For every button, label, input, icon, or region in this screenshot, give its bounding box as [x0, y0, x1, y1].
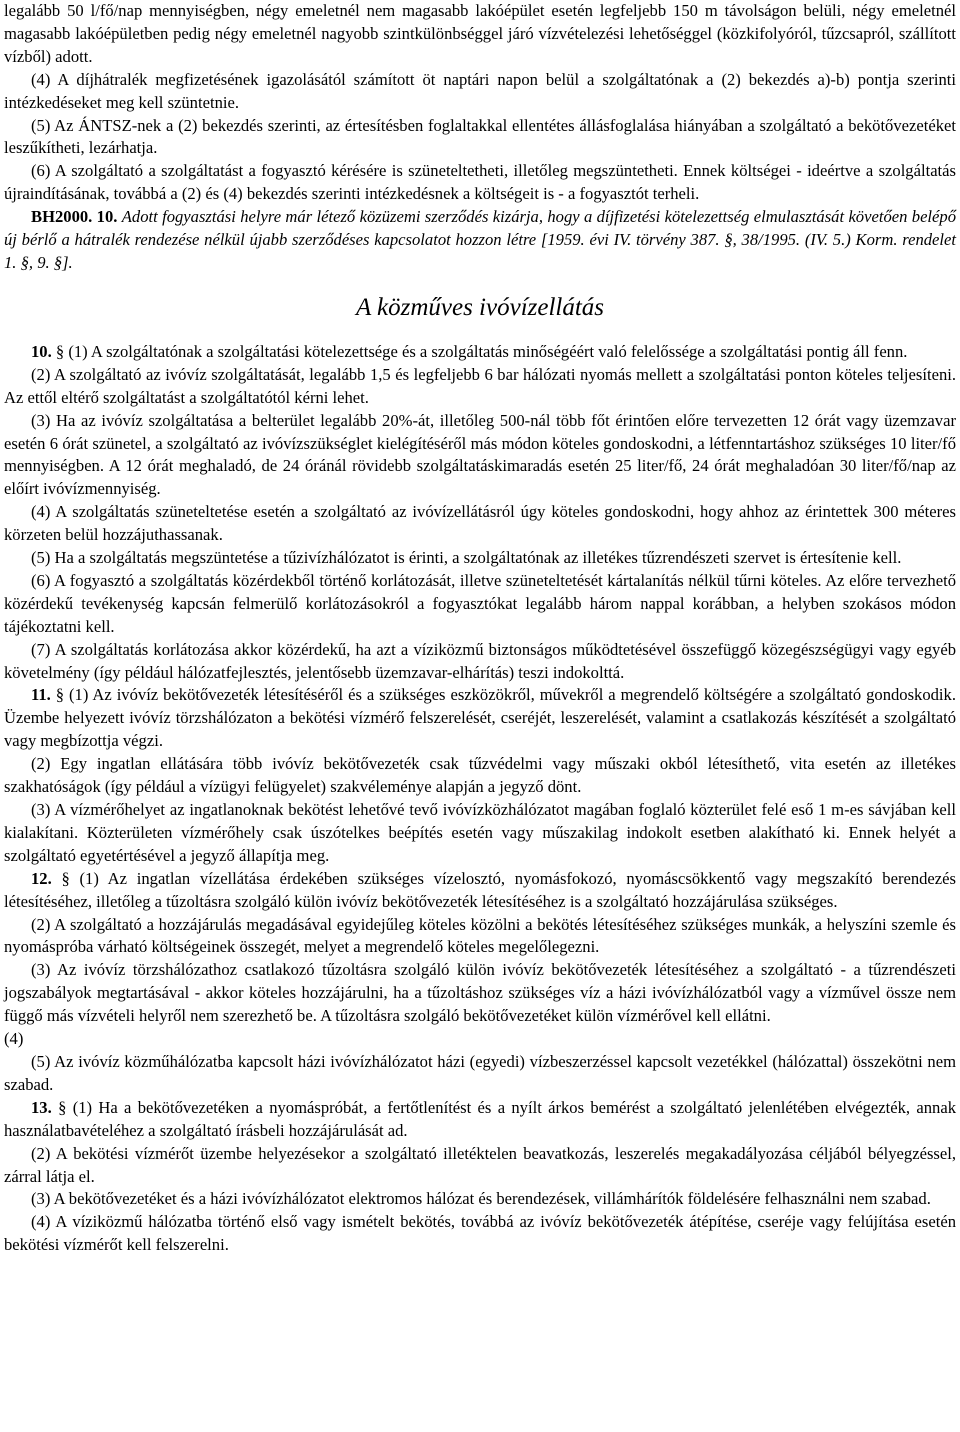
s12-paragraph-2: (2) A szolgáltató a hozzájárulás megadásával egyidejűleg köteles közölni a bekötés létesítéséhez szükséges munkák, a helyszíni szemle és nyomáspróba várható költségeinek összegét, melyet a megrendelő köteles megelőlegezni.	[4, 914, 956, 957]
s13-paragraph-3: (3) A bekötővezetéket és a házi ivóvízhálózatot elektromos hálózat és berendezések, villámhárítók földelésére felhasználni nem szabad.	[31, 1189, 931, 1209]
s13-paragraph-1	[4, 1097, 956, 1143]
court-decision-text: Adott fogyasztási helyre már létező közüzemi szerződés kizárja, hogy a díjfizetési kötelezettség elmulasztását követően belépő új bérlő a hátralék rendezése nélkül újabb szerződéses kapcsolatot hozzon létre [1959. évi IV. törvény 387. §, 38/1995. (IV. 5.) Korm. rendelet 1. §, 9. §].	[4, 207, 956, 272]
s10-paragraph-5: (5) Ha a szolgáltatás megszüntetése a tűzivízhálózatot is érinti, a szolgáltatónak az illetékes tűzrendészeti szervet is értesítenie kell.	[31, 548, 902, 568]
s11-paragraph-1	[4, 684, 956, 753]
s12-paragraph-3: (3) Az ivóvíz törzshálózathoz csatlakozó tűzoltásra szolgáló külön ivóvíz bekötővezeték létesítéséhez a szolgáltató - a tűzrendészeti jogszabályok megtartásával - akkor köteles hozzájárulni, ha a tűzoltáshoz szükséges víz a házi ivóvízhálózatból vagy a vízművel össze nem függő más vízvételi helyről nem szerezhető be. A tűzoltásra szolgáló bekötővezetéket külön vízmérővel kell ellátni.	[4, 960, 956, 1026]
s13-p1-text: § (1) Ha a bekötővezetéken a nyomáspróbát, a fertőtlenítést és a nyílt árkos bemérést a szolgáltató jelenlétében elvégezték, annak használatbavételéhez a szolgáltató írásbeli hozzájárulását ad.	[4, 1097, 956, 1140]
s10-p1-text: § (1) A szolgáltatónak a szolgáltatási kötelezettsége és a szolgáltatás minőségéért való felelőssége a szolgáltatási pontig áll fenn.	[55, 341, 908, 361]
s12-paragraph-5: (5) Az ivóvíz közműhálózatba kapcsolt házi ivóvízhálózatot házi (egyedi) vízbeszerzéssel kapcsolt vezetékkel (hálózattal) összekötni nem szabad.	[4, 1051, 956, 1094]
s10-number: 10.	[31, 341, 52, 361]
s10-paragraph-7: (7) A szolgáltatás korlátozása akkor közérdekű, ha azt a víziközmű biztonságos működtetésével összefüggő közegészségügyi vagy egyéb követelmény (így például hálózatfejlesztés, jelentősebb üzemzavar-elhárítás) teszi indokolttá.	[4, 639, 956, 682]
s10-paragraph-2: (2) A szolgáltató az ivóvíz szolgáltatását, legalább 1,5 és legfeljebb 6 bar hálózati nyomás mellett a szolgáltatási ponton köteles teljesíteni. Az ettől eltérő szolgáltatást a szolgáltatótól kérni lehet.	[4, 364, 956, 407]
court-decision-note	[4, 206, 956, 275]
s13-number: 13.	[31, 1097, 52, 1117]
s9-paragraph-4: (4) A díjhátralék megfizetésének igazolásától számított öt naptári napon belül a szolgáltatónak a (2) bekezdés a)-b) pontja szerinti intézkedéseket meg kell szüntetnie.	[4, 69, 956, 112]
s11-paragraph-2: (2) Egy ingatlan ellátására több ivóvíz bekötővezeték csak tűzvédelmi vagy műszaki okból létesíthető, vita esetén az illetékes szakhatóságok (így például a vízügyi felügyelet) szakvéleménye alapján a jegyző dönt.	[4, 754, 956, 797]
s9-paragraph-6: (6) A szolgáltató a szolgáltatást a fogyasztó kérésére is szüneteltetheti, illetőleg megszüntetheti. Ennek költségei - ideértve a szolgáltatás újraindításának, továbbá a (2) és (4) bekezdés szerinti intézkedésnek a költségeit is - a fogyasztót terheli.	[4, 161, 956, 204]
s11-p1-text: § (1) Az ivóvíz bekötővezeték létesítéséről és a szükséges eszközökről, művekről a megrendelő költségére a szolgáltató gondoskodik. Üzembe helyezett ivóvíz törzshálózaton a bekötési vízmérő felszerelését, cseréjét, leszerelését, valamint a csatlakozás készítését a szolgáltató vagy megbízottja végzi.	[4, 685, 956, 751]
s10-paragraph-4: (4) A szolgáltatás szüneteltetése esetén a szolgáltató az ivóvízellátásról úgy köteles gondoskodni, hogy ahhoz az érintettek 300 méteres körzeten belül hozzájuthassanak.	[4, 502, 956, 545]
intro-paragraph: legalább 50 l/fő/nap mennyiségben, négy emeletnél nem magasabb lakóépület esetén legfeljebb 150 m távolságon belüli, négy emeletnél magasabb lakóépületben pedig négy emeletnél nagyobb szintkülönbséggel járó vízvételezési lehetőséggel (közkifolyóról, tűzcsapról, szállított vízből) adott.	[4, 1, 956, 66]
court-decision-label: BH2000. 10.	[31, 207, 118, 227]
s11-paragraph-3: (3) A vízmérőhelyet az ingatlanoknak bekötést lehetővé tevő ivóvízközhálózatot magában foglaló közterület felé eső 1 m-es sávjában kell kialakítani. Közterületen vízmérőhely csak úszótelkes beépítés esetén vagy műszakilag indokolt esetben alakítható ki. Ennek helyét a szolgáltató egyetértésével a jegyző állapítja meg.	[4, 800, 956, 865]
s12-paragraph-1	[4, 868, 956, 914]
s9-paragraph-5: (5) Az ÁNTSZ-nek a (2) bekezdés szerinti, az értesítésben foglaltakkal ellentétes állásfoglalása hiányában a szolgáltató a bekötővezetéket leszűkítheti, lezárhatja.	[4, 115, 956, 158]
s10-paragraph-3: (3) Ha az ivóvíz szolgáltatása a belterület legalább 20%-át, illetőleg 500-nál több főt érintően előre tervezetten 12 órát vagy üzemzavar esetén 6 órát szünetel, a szolgáltató az ivóvízszükséglet kielégítéséről más módon köteles gondoskodni, a létfenntartáshoz szükséges 10 liter/fő mennyiségben. A 12 órát meghaladó, de 24 óránál rövidebb szolgáltatáskimaradás esetén 25 liter/fő, 24 órát meghaladóan 30 liter/fő/nap az előírt ivóvízmennyiség.	[4, 410, 956, 499]
s13-paragraph-2: (2) A bekötési vízmérőt üzembe helyezésekor a szolgáltató illetéktelen beavatkozás, leszerelés megakadályozása céljából bélyegzéssel, zárral látja el.	[4, 1143, 956, 1186]
s13-paragraph-4: (4) A víziközmű hálózatba történő első vagy ismételt bekötés, továbbá az ivóvíz bekötővezeték átépítése, cseréje vagy felújítása esetén bekötési vízmérőt kell felszerelni.	[4, 1212, 956, 1255]
s12-p1-text: § (1) Az ingatlan vízellátása érdekében szükséges vízelosztó, nyomásfokozó, nyomáscsökkentő vagy megszakító berendezés létesítéséhez, illetőleg a tűzoltásra szolgáló külön ivóvíz bekötővezeték létesítéséhez is a szolgáltató hozzájárulása szükséges.	[4, 868, 956, 911]
s11-number: 11.	[31, 685, 51, 705]
s12-number: 12.	[31, 868, 52, 888]
s10-paragraph-1	[4, 341, 956, 364]
s12-paragraph-4: (4)	[4, 1029, 24, 1049]
s10-paragraph-6: (6) A fogyasztó a szolgáltatás közérdekből történő korlátozását, illetve szüneteltetését kártalanítás nélkül tűrni köteles. Az előre tervezhető közérdekű tevékenység kapcsán felmerülő korlátozásokról a fogyasztókat legalább három nappal korábban, a helyben szokásos módon tájékoztatni kell.	[4, 570, 956, 636]
section-heading: A közműves ivóvízellátás	[355, 293, 605, 321]
